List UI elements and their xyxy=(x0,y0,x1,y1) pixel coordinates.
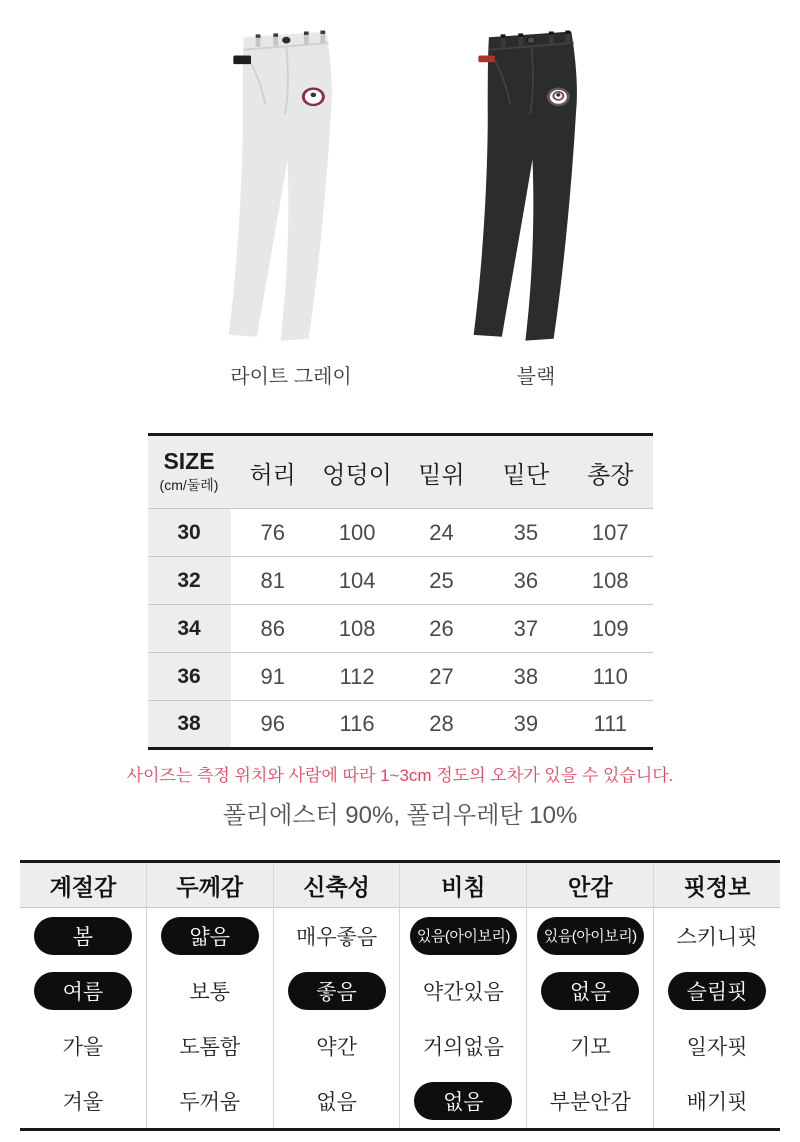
size-value: 32 xyxy=(148,557,231,605)
option-label: 일자핏 xyxy=(686,1035,748,1059)
column-header-hip: 엉덩이 xyxy=(315,435,399,509)
measure-value: 100 xyxy=(338,519,376,545)
size-table xyxy=(148,433,653,750)
measure-value: 109 xyxy=(591,615,629,641)
attribute-column-season xyxy=(20,863,147,1128)
option-label: 슬림핏 xyxy=(668,972,766,1010)
option-label: 있음(아이보리) xyxy=(537,917,644,955)
size-note: 사이즈는 측정 위치와 사람에 따라 1~3cm 정도의 오차가 있을 수 있습니다. xyxy=(126,766,674,785)
measure-value: 37 xyxy=(513,615,539,641)
measure-value: 110 xyxy=(592,663,628,689)
measure-value: 96 xyxy=(260,711,285,736)
option-label: 배기핏 xyxy=(686,1090,748,1114)
option-label: 두꺼움 xyxy=(179,1090,241,1114)
option-label: 매우좋음 xyxy=(295,925,378,949)
size-header-cell xyxy=(148,435,231,509)
measure-value: 25 xyxy=(429,567,454,593)
column-header-rise: 밑위 xyxy=(399,435,483,509)
option-label: 없음 xyxy=(414,1082,512,1120)
option-label: 보통 xyxy=(189,980,231,1004)
measure-value: 112 xyxy=(339,663,375,689)
option-label: 좋음 xyxy=(288,972,386,1010)
size-table-row xyxy=(148,653,653,701)
size-title: SIZE xyxy=(163,448,215,475)
attribute-header: 핏정보 xyxy=(654,863,780,908)
pants-image-black xyxy=(436,20,636,356)
option-label: 가을 xyxy=(62,1035,104,1059)
measure-value: 27 xyxy=(429,663,454,689)
size-table-row xyxy=(148,557,653,605)
size-table-header-row xyxy=(148,435,653,509)
size-table-row xyxy=(148,605,653,653)
option-label: 부분안감 xyxy=(549,1090,631,1114)
option-label: 여름 xyxy=(34,972,132,1010)
option-label: 있음(아이보리) xyxy=(410,917,517,955)
option-label: 거의없음 xyxy=(422,1035,504,1059)
size-table-row xyxy=(148,701,653,749)
measure-value: 28 xyxy=(429,711,454,736)
measure-value: 35 xyxy=(513,519,539,545)
column-header-hem: 밑단 xyxy=(484,435,568,509)
size-table-row xyxy=(148,509,653,557)
measure-value: 76 xyxy=(260,519,285,545)
attribute-column-elasticity xyxy=(274,863,401,1128)
option-label: 약간 xyxy=(316,1035,357,1059)
product-black xyxy=(436,20,636,389)
measure-value: 107 xyxy=(591,519,629,545)
measure-value: 108 xyxy=(591,567,629,593)
measure-value: 91 xyxy=(260,663,285,689)
option-label: 도톰함 xyxy=(179,1035,241,1059)
option-label: 겨울 xyxy=(62,1090,104,1114)
measure-value: 26 xyxy=(429,615,454,641)
measure-value: 81 xyxy=(260,567,285,593)
product-color-gallery xyxy=(0,0,800,405)
attribute-table xyxy=(20,860,780,1131)
pants-image-light-grey xyxy=(191,20,391,356)
measure-value: 86 xyxy=(260,615,285,641)
option-label: 얇음 xyxy=(161,917,259,955)
material-info: 폴리에스터 90%, 폴리우레탄 10% xyxy=(222,802,578,829)
product-light-grey xyxy=(191,20,391,389)
size-value: 30 xyxy=(148,509,231,557)
option-label: 없음 xyxy=(541,972,639,1010)
brand-badge-icon xyxy=(548,89,568,105)
attribute-header: 신축성 xyxy=(274,863,400,908)
option-label: 없음 xyxy=(316,1090,357,1114)
option-label: 스키니핏 xyxy=(676,925,758,949)
column-header-waist: 허리 xyxy=(231,435,315,509)
option-label: 약간있음 xyxy=(422,980,504,1004)
size-unit-label: (cm/둘레) xyxy=(159,476,219,493)
color-label-light-grey: 라이트 그레이 xyxy=(230,366,352,388)
attribute-header: 안감 xyxy=(527,863,653,908)
measure-value: 24 xyxy=(429,519,454,545)
attribute-column-fit xyxy=(654,863,780,1128)
attribute-header: 비침 xyxy=(400,863,526,908)
column-header-length: 총장 xyxy=(568,435,652,509)
attribute-column-sheerness xyxy=(400,863,527,1128)
measure-value: 108 xyxy=(338,615,376,641)
measure-value: 36 xyxy=(513,567,539,593)
option-label: 기모 xyxy=(569,1035,611,1059)
size-value: 34 xyxy=(148,605,231,653)
attribute-header: 두께감 xyxy=(147,863,273,908)
size-value: 36 xyxy=(148,653,231,701)
size-guide-section xyxy=(0,433,800,830)
attribute-column-lining xyxy=(527,863,654,1128)
color-label-black: 블랙 xyxy=(516,366,556,388)
attribute-header: 계절감 xyxy=(20,863,146,908)
attribute-column-thickness xyxy=(147,863,274,1128)
measure-value: 38 xyxy=(513,663,539,689)
option-label: 봄 xyxy=(34,917,132,955)
measure-value: 104 xyxy=(338,567,376,593)
size-value: 38 xyxy=(148,701,231,749)
measure-value: 116 xyxy=(339,711,375,736)
measure-value: 111 xyxy=(593,711,627,736)
brand-badge-icon xyxy=(303,89,323,105)
measure-value: 39 xyxy=(513,711,539,736)
